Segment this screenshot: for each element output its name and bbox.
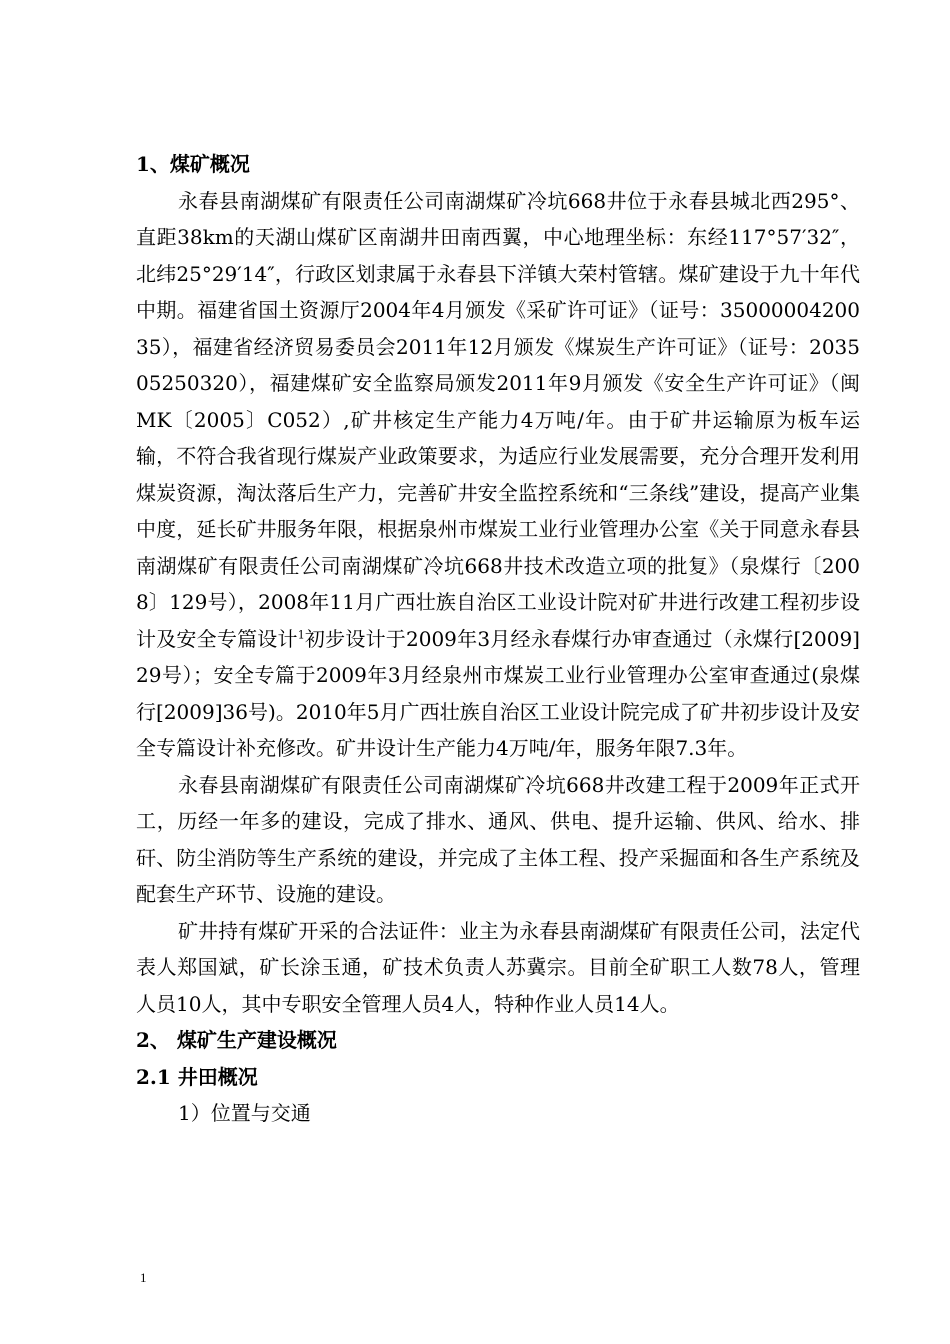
paragraph-text: 永春县南湖煤矿有限责任公司南湖煤矿冷坑668井位于永春县城北西295°、直距38km的天湖山煤矿区南湖井田南西翼，中心地理坐标：东经117°57′32″，北纬25°29′14″，行政区划隶属于永春县下洋镇大荣村管辖。煤矿建设于九十年代中期。福建省国土资源厅2004年4月颁发《采矿许可证》（证号：3500000420035），福建省经济贸易委员会2011年12月颁发《煤炭生产许可证》（证号：203505250320），福建煤矿安全监察局颁发2011年9月颁发《安全生产许可证》（闽MK〔2005〕C052）,矿井核定生产能力4万吨/年。由于矿井运输原为板车运输，不符合我省现行煤炭产业政策要求，为适应行业发展需要，充分合理开发利用煤炭资源，淘汰落后生产力，完善矿井安全监控系统和“三条线”建设，提高产业集中度，延长矿井服务年限，根据泉州市煤炭工业行业管理办公室《关于同意永春县南湖煤矿有限责任公司南湖煤矿冷坑668井技术改造立项的批复》（泉煤行〔2008〕129号），2008年11月广西壮族自治区工业设计院对矿井进行改建工程初步设计及安全专篇设计 bbox=[136, 188, 860, 651]
paragraph-legal-certificates-staff: 矿井持有煤矿开采的合法证件：业主为永春县南湖煤矿有限责任公司，法定代表人郑国斌，矿长涂玉通，矿技术负责人苏冀宗。目前全矿职工人数78人，管理人员10人，其中专职安全管理人员4人，特种作业人员14人。 bbox=[136, 918, 860, 1016]
sub-heading-mine-field-overview: 2.1 井田概况 bbox=[136, 1064, 258, 1089]
paragraph-mine-location-and-permits bbox=[136, 183, 860, 767]
paragraph-text: 初步设计于2009年3月经永春煤行办审查通过（永煤行[2009]29号）；安全专篇于2009年3月经泉州市煤炭工业行业管理办公室审查通过(泉煤行[2009]36号)。2010年5月广西壮族自治区工业设计院完成了矿井初步设计及安全专篇设计补充修改。矿井设计生产能力4万吨/年，服务年限7.3年。 bbox=[136, 626, 860, 760]
page-number: 1 bbox=[140, 1270, 147, 1285]
footnote-marker[interactable]: 1 bbox=[297, 627, 305, 641]
list-item-location-transport: 1）位置与交通 bbox=[178, 1101, 311, 1125]
section-heading-coal-mine-overview: 1、煤矿概况 bbox=[136, 152, 250, 176]
document-body bbox=[136, 146, 860, 1132]
section-heading-production-construction: 2、 煤矿生产建设概况 bbox=[136, 1028, 337, 1052]
paragraph-reconstruction-project: 永春县南湖煤矿有限责任公司南湖煤矿冷坑668井改建工程于2009年正式开工，历经一年多的建设，完成了排水、通风、供电、提升运输、供风、给水、排矸、防尘消防等生产系统的建设，并完成了主体工程、投产采掘面和各生产系统及配套生产环节、设施的建设。 bbox=[136, 772, 860, 906]
